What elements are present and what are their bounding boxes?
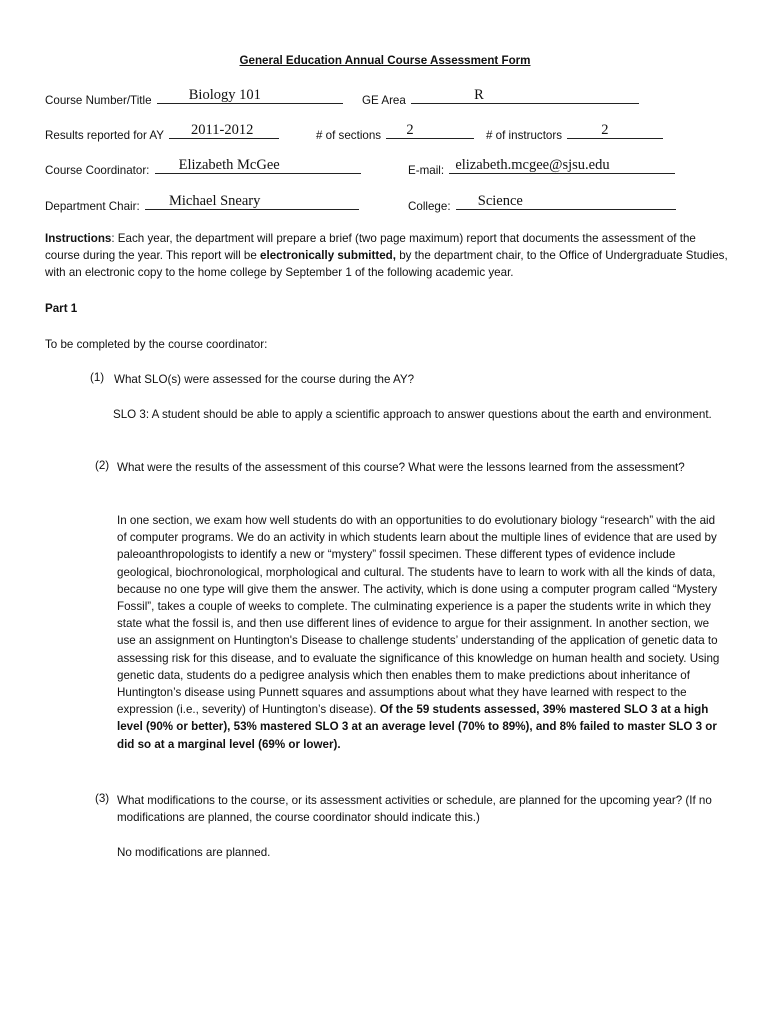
q2-answer [117, 512, 727, 753]
sections-line[interactable] [386, 124, 474, 139]
q3-answer: No modifications are planned. [117, 846, 271, 859]
coordinator-line[interactable] [155, 159, 361, 174]
college-field [408, 195, 676, 213]
ay-value: 2011-2012 [191, 122, 254, 138]
ge-area-line[interactable] [411, 89, 639, 104]
email-value: elizabeth.mcgee@sjsu.edu [455, 157, 610, 173]
ge-area-value: R [474, 87, 484, 103]
instructions-text-b: by the department chair, to the Office of Undergraduate Studies, with an electronic copy to the home college by September 1 of the following academic year. [45, 249, 728, 279]
q1-answer: SLO 3: A student should be able to apply a scientific approach to answer questions about the earth and environment. [113, 408, 712, 421]
instructions-paragraph [45, 230, 730, 281]
chair-value: Michael Sneary [168, 193, 261, 209]
email-label: E-mail: [408, 164, 445, 177]
ay-line[interactable] [169, 124, 279, 139]
q2-number: (2) [95, 459, 110, 472]
q1-number: (1) [90, 371, 105, 384]
instructors-line[interactable] [567, 124, 663, 139]
course-line[interactable] [157, 89, 343, 104]
q3-number: (3) [95, 792, 110, 805]
email-field [408, 159, 675, 177]
coordinator-label: Course Coordinator: [45, 164, 150, 177]
q1-text: What SLO(s) were assessed for the course during the AY? [114, 373, 415, 386]
chair-field [45, 195, 359, 213]
q2-answer-results: Of the 59 students assessed, 39% mastered SLO 3 at a high level (90% or better), 53% mastered SLO 3 at an average level (70% to 89%), and 8% failed to master SLO 3 or did so at a marginal level (69% or lower). [117, 703, 717, 751]
college-label: College: [408, 200, 451, 213]
chair-label: Department Chair: [45, 200, 140, 213]
instructors-label: # of instructors [486, 129, 563, 142]
sections-value: 2 [406, 122, 414, 138]
instructions-text-a: : Each year, the department will prepare a brief (two page maximum) report that documents the assessment of the course during the year. This report will be [45, 232, 696, 262]
q2-text: What were the results of the assessment of this course? What were the lessons learned from the assessment? [117, 461, 685, 474]
chair-line[interactable] [145, 195, 359, 210]
course-field [45, 89, 343, 107]
email-line[interactable] [449, 159, 675, 174]
instructions-label: Instructions [45, 232, 112, 245]
coordinator-value: Elizabeth McGee [178, 157, 280, 173]
ge-area-field [362, 89, 639, 107]
sections-label: # of sections [316, 129, 382, 142]
q2-answer-text: In one section, we exam how well students do with an opportunities to do evolutionary biology “research” with the aid of computer programs. We do an activity in which students learn about the multiple lines of evidence that are used by paleoanthropologists to identify a new or “mystery” fossil specimen. These different types of evidence include geological, biochronological, morphological and cultural. The students have to learn to work with all the kinds of data, because no one type will give them the answer. The activity, which is done using a computer program called “Mystery Fossil”, takes a couple of weeks to complete. The culminating experience is a paper the students write in which they state what the fossil is, and then use different lines of evidence to argue for their assignment. In another section, we use an assignment on Huntington's Disease to challenge students’ understanding of the application of genetic data to assessing risk for this disease, and to evaluate the significance of this knowledge on human health and society. Using genetic data, students do a pedigree analysis which then enables them to make predictions about inheritance of Huntington’s disease using Punnett squares and assumptions about what they have learned with respect to the expression (i.e., severity) of Huntington’s disease). [117, 514, 720, 717]
part1-heading-text: Part 1 [45, 302, 78, 315]
course-value: Biology 101 [188, 87, 261, 103]
college-line[interactable] [456, 195, 676, 210]
ay-label: Results reported for AY [45, 129, 164, 142]
form-title: General Education Annual Course Assessment Form [239, 54, 531, 67]
instructions-bold: electronically submitted, [260, 249, 396, 262]
ay-field [45, 124, 279, 142]
part1-heading [45, 300, 730, 317]
part1-intro: To be completed by the course coordinator: [45, 338, 268, 351]
ge-area-label: GE Area [362, 94, 406, 107]
q3-text: What modifications to the course, or its assessment activities or schedule, are planned for the upcoming year? (If no modifications are planned, the course coordinator should indicate this.) [117, 794, 712, 824]
course-label: Course Number/Title [45, 94, 152, 107]
college-value: Science [477, 193, 523, 209]
instructors-value: 2 [601, 122, 609, 138]
coordinator-field [45, 159, 361, 177]
instructors-field [486, 124, 663, 142]
sections-field [316, 124, 474, 142]
